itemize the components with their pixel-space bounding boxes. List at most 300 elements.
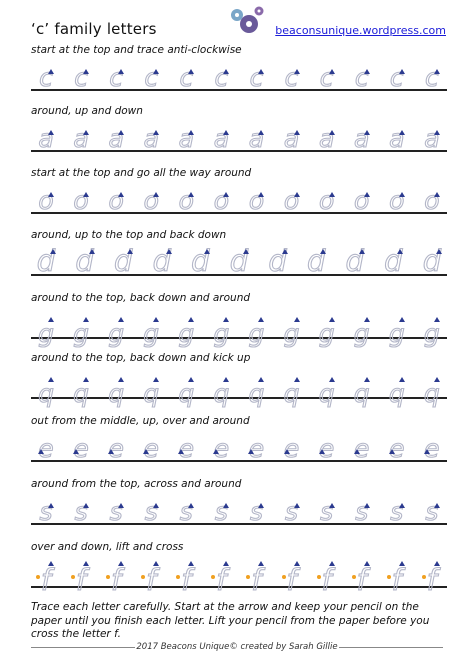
- trace-letter[interactable]: [139, 183, 163, 217]
- trace-letter-glyph: f: [146, 563, 157, 597]
- trace-letter[interactable]: [343, 245, 367, 279]
- trace-letter[interactable]: [104, 494, 128, 528]
- trace-letter[interactable]: [420, 494, 444, 528]
- start-arrow-icon: [258, 561, 264, 566]
- start-arrow-icon: [294, 377, 300, 382]
- trace-letter[interactable]: [420, 183, 444, 217]
- trace-letter[interactable]: [209, 557, 233, 597]
- trace-letter[interactable]: [350, 183, 374, 217]
- trace-letter[interactable]: [350, 557, 374, 597]
- start-arrow-icon: [434, 377, 440, 382]
- trace-letter-glyph: g: [423, 319, 440, 348]
- trace-letter[interactable]: [350, 431, 374, 465]
- trace-letter[interactable]: [174, 494, 198, 528]
- start-arrow-icon: [399, 192, 405, 197]
- section-instruction: around, up and down: [31, 105, 143, 117]
- trace-letter-glyph: s: [144, 497, 158, 526]
- start-arrow-icon: [329, 561, 335, 566]
- trace-letter[interactable]: [139, 431, 163, 465]
- trace-letter[interactable]: [420, 60, 444, 94]
- start-arrow-icon: [434, 317, 440, 322]
- trace-letter-glyph: e: [248, 434, 265, 463]
- start-arrow-icon: [153, 377, 159, 382]
- start-arrow-icon: [364, 561, 370, 566]
- start-arrow-icon: [48, 503, 54, 508]
- start-arrow-icon: [178, 449, 184, 454]
- trace-letter-glyph: o: [73, 186, 89, 215]
- start-arrow-icon: [399, 69, 405, 74]
- trace-letter-glyph: s: [179, 497, 193, 526]
- trace-letter[interactable]: [69, 494, 93, 528]
- tracing-row: [31, 368, 447, 408]
- trace-letter[interactable]: [350, 368, 374, 408]
- trace-letter[interactable]: [315, 368, 339, 408]
- start-arrow-icon: [127, 249, 133, 254]
- trace-letter-glyph: q: [248, 379, 265, 408]
- trace-letter-glyph: o: [108, 186, 124, 215]
- cross-start-dot-icon: [422, 575, 426, 579]
- cross-start-dot-icon: [282, 575, 286, 579]
- trace-letter-glyph: c: [39, 63, 53, 92]
- start-arrow-icon: [258, 192, 264, 197]
- trace-letter-glyph: q: [353, 379, 370, 408]
- trace-letter-glyph: a: [354, 124, 370, 153]
- trace-letter[interactable]: [315, 183, 339, 217]
- trace-letter[interactable]: [209, 494, 233, 528]
- tracing-row: [31, 121, 447, 155]
- trace-letter-glyph: d: [384, 244, 403, 278]
- start-arrow-icon: [294, 317, 300, 322]
- trace-letter[interactable]: [34, 60, 58, 94]
- trace-letter-glyph: d: [268, 244, 287, 278]
- footer-credit: 2017 Beacons Unique© created by Sarah Gillie: [136, 642, 338, 652]
- trace-letter-glyph: a: [178, 124, 194, 153]
- trace-letter[interactable]: [227, 245, 251, 279]
- trace-letter[interactable]: [244, 494, 268, 528]
- trace-letter[interactable]: [244, 121, 268, 155]
- start-arrow-icon: [258, 130, 264, 135]
- trace-letter[interactable]: [350, 60, 374, 94]
- trace-letter-glyph: g: [248, 319, 265, 348]
- start-arrow-icon: [118, 503, 124, 508]
- trace-letter[interactable]: [69, 308, 93, 348]
- trace-letter[interactable]: [315, 60, 339, 94]
- trace-letter-glyph: o: [38, 186, 54, 215]
- trace-letter-glyph: s: [249, 497, 263, 526]
- trace-letter[interactable]: [315, 308, 339, 348]
- cross-start-dot-icon: [387, 575, 391, 579]
- trace-letter[interactable]: [209, 308, 233, 348]
- trace-letter[interactable]: [104, 557, 128, 597]
- trace-letter-glyph: q: [178, 379, 195, 408]
- start-arrow-icon: [188, 69, 194, 74]
- trace-letter[interactable]: [111, 245, 135, 279]
- trace-letter-glyph: f: [286, 563, 297, 597]
- start-arrow-icon: [364, 69, 370, 74]
- trace-letter[interactable]: [139, 308, 163, 348]
- trace-letter-glyph: d: [75, 244, 94, 278]
- letter-group: [31, 245, 447, 279]
- start-arrow-icon: [153, 130, 159, 135]
- trace-letter[interactable]: [139, 494, 163, 528]
- trace-letter-glyph: g: [143, 319, 160, 348]
- trace-letter[interactable]: [280, 121, 304, 155]
- tracing-instructions: Trace each letter carefully. Start at the arrow and keep your pencil on the paper until you finish each letter. Lift your pencil from the paper before you cross the letter f.: [31, 601, 430, 640]
- trace-letter[interactable]: [34, 431, 58, 465]
- trace-letter-glyph: g: [318, 319, 335, 348]
- trace-letter-glyph: s: [320, 497, 334, 526]
- trace-letter[interactable]: [385, 431, 409, 465]
- trace-letter[interactable]: [139, 60, 163, 94]
- start-arrow-icon: [48, 69, 54, 74]
- start-arrow-icon: [329, 503, 335, 508]
- trace-letter-glyph: e: [354, 434, 370, 463]
- gear-icon-large: [240, 15, 258, 33]
- trace-letter-glyph: s: [425, 497, 439, 526]
- trace-letter[interactable]: [34, 557, 58, 597]
- trace-letter[interactable]: [280, 557, 304, 597]
- trace-letter[interactable]: [385, 308, 409, 348]
- start-arrow-icon: [143, 449, 149, 454]
- trace-letter-glyph: g: [108, 319, 125, 348]
- trace-letter[interactable]: [315, 494, 339, 528]
- trace-letter[interactable]: [34, 494, 58, 528]
- start-arrow-icon: [153, 69, 159, 74]
- trace-letter[interactable]: [280, 60, 304, 94]
- trace-letter-glyph: g: [283, 319, 300, 348]
- trace-letter-glyph: s: [109, 497, 123, 526]
- start-arrow-icon: [223, 69, 229, 74]
- trace-letter-glyph: e: [318, 434, 335, 463]
- start-arrow-icon: [153, 192, 159, 197]
- start-arrow-icon: [258, 317, 264, 322]
- start-arrow-icon: [284, 449, 290, 454]
- trace-letter[interactable]: [244, 60, 268, 94]
- trace-letter[interactable]: [280, 183, 304, 217]
- trace-letter[interactable]: [244, 557, 268, 597]
- start-arrow-icon: [399, 561, 405, 566]
- section-instruction: around to the top, back down and around: [31, 292, 251, 304]
- start-arrow-icon: [204, 249, 210, 254]
- trace-letter[interactable]: [69, 368, 93, 408]
- trace-letter-glyph: q: [38, 379, 54, 408]
- trace-letter[interactable]: [150, 245, 174, 279]
- trace-letter[interactable]: [174, 121, 198, 155]
- trace-letter-glyph: f: [426, 563, 437, 597]
- start-arrow-icon: [83, 503, 89, 508]
- trace-letter-glyph: c: [354, 63, 369, 92]
- trace-letter[interactable]: [104, 431, 128, 465]
- trace-letter[interactable]: [209, 121, 233, 155]
- trace-letter-glyph: e: [38, 434, 54, 463]
- trace-letter[interactable]: [34, 183, 58, 217]
- start-arrow-icon: [319, 449, 325, 454]
- trace-letter[interactable]: [420, 557, 444, 597]
- trace-letter[interactable]: [34, 245, 58, 279]
- trace-letter[interactable]: [69, 121, 93, 155]
- trace-letter-glyph: o: [283, 186, 300, 215]
- start-arrow-icon: [83, 561, 89, 566]
- trace-letter-glyph: f: [40, 563, 52, 597]
- start-arrow-icon: [258, 503, 264, 508]
- trace-letter-glyph: s: [214, 497, 228, 526]
- trace-letter-glyph: a: [73, 124, 89, 153]
- trace-letter-glyph: g: [388, 319, 405, 348]
- trace-letter[interactable]: [420, 245, 444, 279]
- trace-letter-glyph: c: [424, 63, 439, 92]
- start-arrow-icon: [48, 377, 54, 382]
- trace-letter[interactable]: [385, 368, 409, 408]
- trace-letter[interactable]: [280, 431, 304, 465]
- start-arrow-icon: [434, 503, 440, 508]
- trace-letter[interactable]: [385, 121, 409, 155]
- start-arrow-icon: [83, 130, 89, 135]
- trace-letter-glyph: q: [108, 379, 125, 408]
- trace-letter-glyph: f: [181, 563, 192, 597]
- trace-letter-glyph: o: [178, 186, 194, 215]
- start-arrow-icon: [329, 69, 335, 74]
- start-arrow-icon: [364, 317, 370, 322]
- trace-letter[interactable]: [420, 431, 444, 465]
- trace-letter-glyph: e: [108, 434, 124, 463]
- start-arrow-icon: [359, 249, 365, 254]
- trace-letter-glyph: d: [36, 244, 56, 278]
- start-arrow-icon: [166, 249, 172, 254]
- trace-letter[interactable]: [420, 308, 444, 348]
- trace-letter[interactable]: [244, 368, 268, 408]
- start-arrow-icon: [48, 317, 54, 322]
- trace-letter-glyph: c: [284, 63, 299, 92]
- start-arrow-icon: [223, 503, 229, 508]
- trace-letter[interactable]: [174, 368, 198, 408]
- start-arrow-icon: [424, 449, 430, 454]
- trace-letter[interactable]: [139, 121, 163, 155]
- trace-letter-glyph: s: [355, 497, 369, 526]
- trace-letter-glyph: d: [345, 244, 364, 278]
- trace-letter[interactable]: [209, 60, 233, 94]
- trace-letter-glyph: q: [283, 379, 300, 408]
- trace-letter[interactable]: [104, 60, 128, 94]
- trace-letter[interactable]: [280, 308, 304, 348]
- trace-letter-glyph: g: [38, 319, 54, 348]
- start-arrow-icon: [223, 192, 229, 197]
- start-arrow-icon: [434, 69, 440, 74]
- start-arrow-icon: [50, 249, 56, 254]
- trace-letter[interactable]: [139, 557, 163, 597]
- start-arrow-icon: [188, 130, 194, 135]
- gear-icon-small: [231, 9, 243, 21]
- trace-letter[interactable]: [304, 245, 328, 279]
- page-title: ‘c’ family letters: [31, 20, 157, 38]
- start-arrow-icon: [118, 317, 124, 322]
- start-arrow-icon: [108, 449, 114, 454]
- trace-letter[interactable]: [315, 431, 339, 465]
- trace-letter-glyph: e: [389, 434, 405, 463]
- trace-letter-glyph: a: [424, 124, 440, 153]
- start-arrow-icon: [188, 503, 194, 508]
- trace-letter-glyph: e: [213, 434, 230, 463]
- trace-letter[interactable]: [104, 308, 128, 348]
- trace-letter[interactable]: [73, 245, 97, 279]
- trace-letter[interactable]: [104, 183, 128, 217]
- trace-letter[interactable]: [104, 368, 128, 408]
- start-arrow-icon: [329, 192, 335, 197]
- start-arrow-icon: [83, 69, 89, 74]
- trace-letter[interactable]: [174, 308, 198, 348]
- trace-letter[interactable]: [280, 494, 304, 528]
- start-arrow-icon: [399, 377, 405, 382]
- trace-letter-glyph: e: [283, 434, 300, 463]
- tracing-row: [31, 557, 447, 597]
- trace-letter-glyph: s: [390, 497, 404, 526]
- section-instruction: out from the middle, up, over and around: [31, 415, 250, 427]
- start-arrow-icon: [294, 192, 300, 197]
- start-arrow-icon: [364, 130, 370, 135]
- gear-icon-tiny: [255, 7, 264, 16]
- trace-letter[interactable]: [34, 121, 58, 155]
- trace-letter[interactable]: [244, 308, 268, 348]
- start-arrow-icon: [213, 449, 219, 454]
- trace-letter-glyph: c: [109, 63, 124, 92]
- trace-letter[interactable]: [209, 431, 233, 465]
- trace-letter[interactable]: [139, 368, 163, 408]
- section-instruction: start at the top and trace anti-clockwise: [31, 44, 242, 56]
- trace-letter-glyph: o: [354, 186, 370, 215]
- start-arrow-icon: [118, 192, 124, 197]
- trace-letter-glyph: a: [318, 124, 335, 153]
- start-arrow-icon: [320, 249, 326, 254]
- trace-letter-glyph: q: [73, 379, 90, 408]
- trace-letter-glyph: s: [74, 497, 88, 526]
- start-arrow-icon: [329, 377, 335, 382]
- trace-letter[interactable]: [420, 121, 444, 155]
- trace-letter[interactable]: [69, 431, 93, 465]
- trace-letter[interactable]: [34, 368, 58, 408]
- trace-letter[interactable]: [266, 245, 290, 279]
- section-instruction: start at the top and go all the way around: [31, 167, 252, 179]
- start-arrow-icon: [118, 561, 124, 566]
- start-arrow-icon: [48, 561, 54, 566]
- trace-letter-glyph: c: [144, 63, 159, 92]
- trace-letter[interactable]: [385, 494, 409, 528]
- trace-letter-glyph: q: [423, 379, 440, 408]
- trace-letter-glyph: q: [213, 379, 230, 408]
- trace-letter-glyph: f: [75, 563, 87, 597]
- start-arrow-icon: [397, 249, 403, 254]
- trace-letter[interactable]: [209, 368, 233, 408]
- trace-letter[interactable]: [420, 368, 444, 408]
- trace-letter-glyph: o: [389, 186, 405, 215]
- start-arrow-icon: [153, 503, 159, 508]
- letter-group: [31, 183, 447, 217]
- start-arrow-icon: [83, 192, 89, 197]
- trace-letter-glyph: q: [388, 379, 405, 408]
- trace-letter[interactable]: [385, 557, 409, 597]
- start-arrow-icon: [364, 377, 370, 382]
- start-arrow-icon: [294, 561, 300, 566]
- trace-letter[interactable]: [69, 557, 93, 597]
- trace-letter-glyph: o: [213, 186, 230, 215]
- site-url-link[interactable]: beaconsunique.wordpress.com: [275, 24, 446, 37]
- section-instruction: around from the top, across and around: [31, 478, 242, 490]
- trace-letter-glyph: o: [318, 186, 335, 215]
- start-arrow-icon: [258, 377, 264, 382]
- trace-letter-glyph: f: [216, 563, 227, 597]
- trace-letter-glyph: e: [424, 434, 440, 463]
- start-arrow-icon: [118, 69, 124, 74]
- start-arrow-icon: [389, 449, 395, 454]
- trace-letter[interactable]: [174, 60, 198, 94]
- start-arrow-icon: [294, 130, 300, 135]
- trace-letter-glyph: f: [391, 563, 402, 597]
- trace-letter[interactable]: [315, 121, 339, 155]
- trace-letter[interactable]: [174, 557, 198, 597]
- trace-letter[interactable]: [34, 308, 58, 348]
- start-arrow-icon: [83, 317, 89, 322]
- trace-letter-glyph: c: [74, 63, 88, 92]
- trace-letter[interactable]: [244, 183, 268, 217]
- trace-letter[interactable]: [385, 183, 409, 217]
- start-arrow-icon: [188, 561, 194, 566]
- start-arrow-icon: [38, 449, 44, 454]
- trace-letter[interactable]: [381, 245, 405, 279]
- start-arrow-icon: [258, 69, 264, 74]
- start-arrow-icon: [48, 130, 54, 135]
- trace-letter[interactable]: [174, 431, 198, 465]
- start-arrow-icon: [329, 317, 335, 322]
- trace-letter-glyph: a: [38, 124, 54, 153]
- trace-letter[interactable]: [350, 494, 374, 528]
- tracing-row: [31, 494, 447, 528]
- trace-letter-glyph: d: [422, 244, 442, 278]
- cross-start-dot-icon: [317, 575, 321, 579]
- trace-letter-glyph: a: [389, 124, 405, 153]
- trace-letter-glyph: g: [73, 319, 90, 348]
- trace-letter[interactable]: [315, 557, 339, 597]
- trace-letter[interactable]: [69, 183, 93, 217]
- tracing-row: [31, 431, 447, 465]
- trace-letter-glyph: a: [248, 124, 265, 153]
- trace-letter[interactable]: [350, 308, 374, 348]
- tracing-row: [31, 60, 447, 94]
- trace-letter[interactable]: [385, 60, 409, 94]
- trace-letter[interactable]: [69, 60, 93, 94]
- start-arrow-icon: [83, 377, 89, 382]
- start-arrow-icon: [73, 449, 79, 454]
- start-arrow-icon: [153, 317, 159, 322]
- trace-letter[interactable]: [188, 245, 212, 279]
- letter-group: [31, 431, 447, 465]
- start-arrow-icon: [48, 192, 54, 197]
- start-arrow-icon: [434, 192, 440, 197]
- start-arrow-icon: [188, 317, 194, 322]
- trace-letter-glyph: g: [353, 319, 370, 348]
- start-arrow-icon: [282, 249, 288, 254]
- start-arrow-icon: [188, 377, 194, 382]
- trace-letter-glyph: o: [424, 186, 440, 215]
- section-instruction: around to the top, back down and kick up: [31, 352, 251, 364]
- trace-letter[interactable]: [244, 431, 268, 465]
- start-arrow-icon: [329, 130, 335, 135]
- trace-letter[interactable]: [174, 183, 198, 217]
- trace-letter[interactable]: [104, 121, 128, 155]
- start-arrow-icon: [434, 130, 440, 135]
- trace-letter[interactable]: [280, 368, 304, 408]
- start-arrow-icon: [188, 192, 194, 197]
- tracing-row: [31, 183, 447, 217]
- trace-letter[interactable]: [209, 183, 233, 217]
- trace-letter[interactable]: [350, 121, 374, 155]
